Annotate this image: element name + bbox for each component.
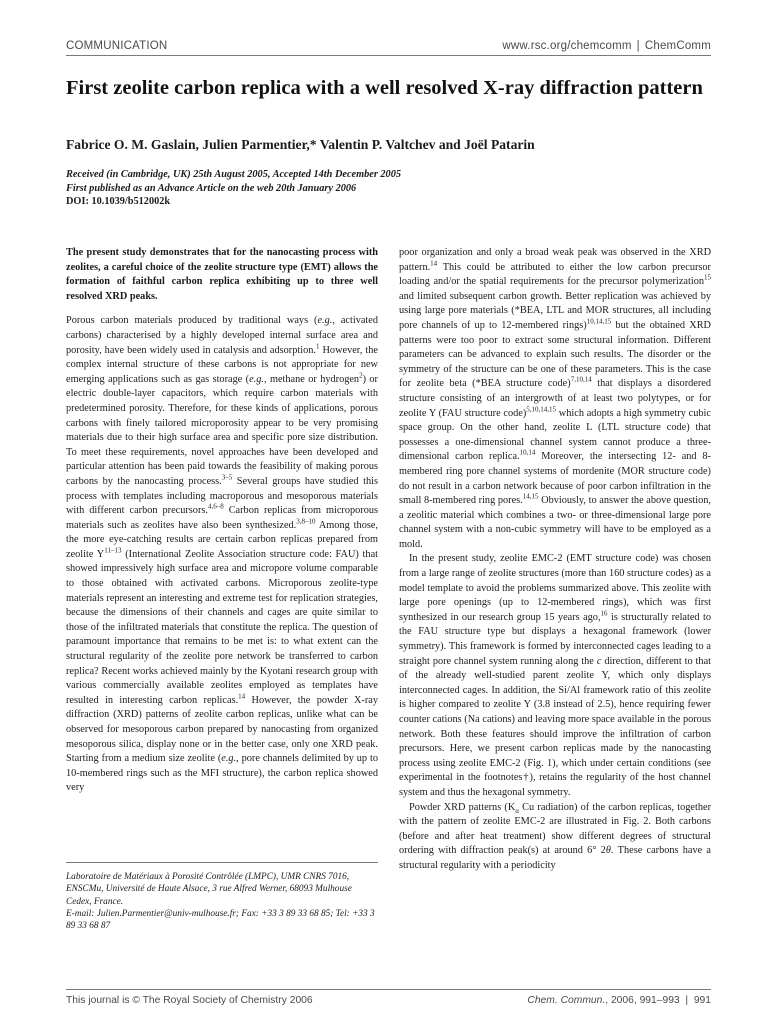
abstract: The present study demonstrates that for the nanocasting process with zeolites, a careful choice of the zeolite structure type (EMT) allows the formation of faithful carbon replica exhibiting up to three well resolved XRD peaks.	[66, 247, 378, 302]
article-history	[66, 168, 706, 209]
journal-header	[502, 40, 711, 52]
affiliation-contact: E-mail: Julien.Parmentier@univ-mulhouse.fr; Fax: +33 3 89 33 68 85; Tel: +33 3 89 33 68 87	[66, 908, 375, 932]
footer-separator: |	[685, 995, 689, 1006]
citation	[527, 995, 711, 1006]
left-column	[66, 246, 378, 796]
journal-abbrev: Chem. Commun.	[527, 995, 606, 1006]
body-paragraph: Powder XRD patterns ($K_\alpha$ Cu radiation) of the carbon replicas, together with the pattern of zeolite EMC-2 are illustrated in Fig. 2. Both carbons (before and after heat treatment) show different degrees of structural ordering with diffraction peak(s) at around 6° 2θ. These carbons have a structural regularity with a periodicity	[399, 801, 711, 871]
affiliation-address: Laboratoire de Matériaux à Porosité Contrôlée (LMPC), UMR CNRS 7016, ENSCMu, Université de Haute Alsace, 3 rue Alfred Werner, 68093 Mulhouse Cedex, France.	[66, 872, 352, 907]
body-paragraph: In the present study, zeolite EMC-2 (EMT structure code) was chosen from a large range of zeolite structures (more than 160 structure codes) as a model template to avoid the problems summarized above. This zeolite with large pore openings (up to 12-membered rings), which was first synthesized in our research group 15 years ago,$^{16}$ is structurally related to the FAU structure type but displays a hexagonal framework (lower symmetry). This framework is formed by interconnected cages leading to a straight pore channel system running along the c direction, different to that of the already well-studied parent zeolite Y, which only displays interconnected cages. In addition, the Si/Al framework ratio of this zeolite is higher compared to zeolite Y (3.8 instead of 2.5), hence requiring fewer counter cations (Na cations) and leaving more space available in the porous network. Both these features should improve the infiltration of carbon precursors. Here, we present carbon replicas made by the nanocasting process using zeolite EMC-2 (Fig. 1), which under certain conditions (see experimental in the footnotes†), retains the regularity of the host channel system and thus the hexagonal symmetry.	[399, 553, 712, 798]
page-footer	[66, 989, 711, 1006]
journal-url[interactable]: www.rsc.org/chemcomm	[502, 40, 632, 52]
journal-name: ChemComm	[644, 40, 711, 52]
article-authors: Fabrice O. M. Gaslain, Julien Parmentier,* Valentin P. Valtchev and Joël Patarin	[66, 137, 535, 152]
doi[interactable]: DOI: 10.1039/b512002k	[66, 196, 171, 207]
article-title: First zeolite carbon replica with a well resolved X-ray diffraction pattern	[66, 77, 703, 99]
body-paragraph: poor organization and only a broad weak peak was observed in the XRD pattern.$^{14}$ This could be attributed to either the low carbon precursor loading and/or the spatial requirements for the precursor polymerization$^{15}$ and limited subsequent carbon growth. Better replication was achieved by using large pore materials (*BEA, LTL and MOR structures, all including pore channels of up to 12-membered rings)$^{10,14,15}$ but the obtained XRD patterns were too poor to extract some structural information. Different parameters can be advanced to explain such results. The disorder or the symmetry of the structure can be one of these parameters. This is the case for zeolite beta (*BEA structure code)$^{7,10,14}$ that displays a disordered structure consisting of an intergrowth of at least two polytypes, or for zeolite Y (FAU structure code)$^{5,10,14,15}$ which adopts a high symmetry cubic space group. On the other hand, zeolite L (LTL structure code) that possesses a one-dimensional channel system cannot produce a three-dimensional carbon replica.$^{10,14}$ Moreover, the intersecting 12- and 8-membered ring pore channel systems of mordenite (MOR structure code) do not result in a carbon network because of poor carbon infiltration in the small 8-membered ring pores.$^{14,15}$ Obviously, to answer the above question, a zeolitic material which combines a two- or three-dimensional large pore channel system with a non-cubic symmetry will have to be employed as a mold.	[399, 247, 711, 550]
header-separator: |	[636, 40, 640, 52]
volume-pages: , 2006, 991–993	[605, 995, 680, 1006]
section-label: COMMUNICATION	[66, 40, 168, 52]
right-column	[399, 246, 711, 874]
page-header	[66, 36, 711, 56]
page-number: 991	[693, 995, 711, 1006]
published-date: First published as an Advance Article on the web 20th January 2006	[66, 182, 357, 194]
copyright: This journal is © The Royal Society of Chemistry 2006	[66, 995, 313, 1006]
body-paragraph: Porous carbon materials produced by traditional ways (e.g., activated carbons) characterised by a highly developed internal surface area and porosity, have been widely used in catalysis and adsorption.$^1$ However, the complex internal structure of these carbons is not appropriate for new emerging applications such as gas storage (e.g., methane or hydrogen$^2$) or electric double-layer capacitors, which require carbon materials with predetermined porosity. Therefore, for these kinds of applications, porous carbons with finely tailored microporosity appear to be very promising materials due to their high surface area and specific pore size distribution. To meet these requirements, novel approaches have been developed and particular attention has been paid towards the feasibility of making porous carbons by the nanocasting process.$^{3-5}$ Several groups have studied this process with templates including macroporous and mesoporous materials with different carbon precursors.$^{4,6-8}$ Carbon replicas from microporous materials such as zeolites have also been synthesized.$^{3,8-10}$ Among those, the more eye-catching results are certain carbon replicas prepared from zeolite $Y^{11-13}$ (International Zeolite Association structure code: FAU) that showed impressively high surface area and micropore volume comparable to those obtained with activated carbons. Microporous zeolite-type materials represent an interesting and extreme test for replication strategies, because the dimensions of their channels and cages are quite similar to those of the infiltrated materials that constitute the replica. The question of paramount importance that remains to be met is: to what extent can the structural regularity of the zeolite pore network be transferred to carbon replica? Recent works achieved mainly by the Kyotani research group with various commercially available zeolites employed as templates have resulted in interesting carbon replicas.$^{14}$ However, the powder X-ray diffraction (XRD) patterns of zeolite carbon replicas, unlike what can be observed for mesoporous carbon prepared by nanocasting from organized mesoporous silica, display none or in the better case, only one XRD peak. Starting from a medium size zeolite (e.g., pore channels delimited by up to 10-membered rings such as the MFI structure), the carbon replica showed very	[66, 315, 379, 794]
received-date: Received (in Cambridge, UK) 25th August 2005, Accepted 14th December 2005	[66, 169, 401, 180]
affiliation-footnote	[66, 862, 378, 932]
